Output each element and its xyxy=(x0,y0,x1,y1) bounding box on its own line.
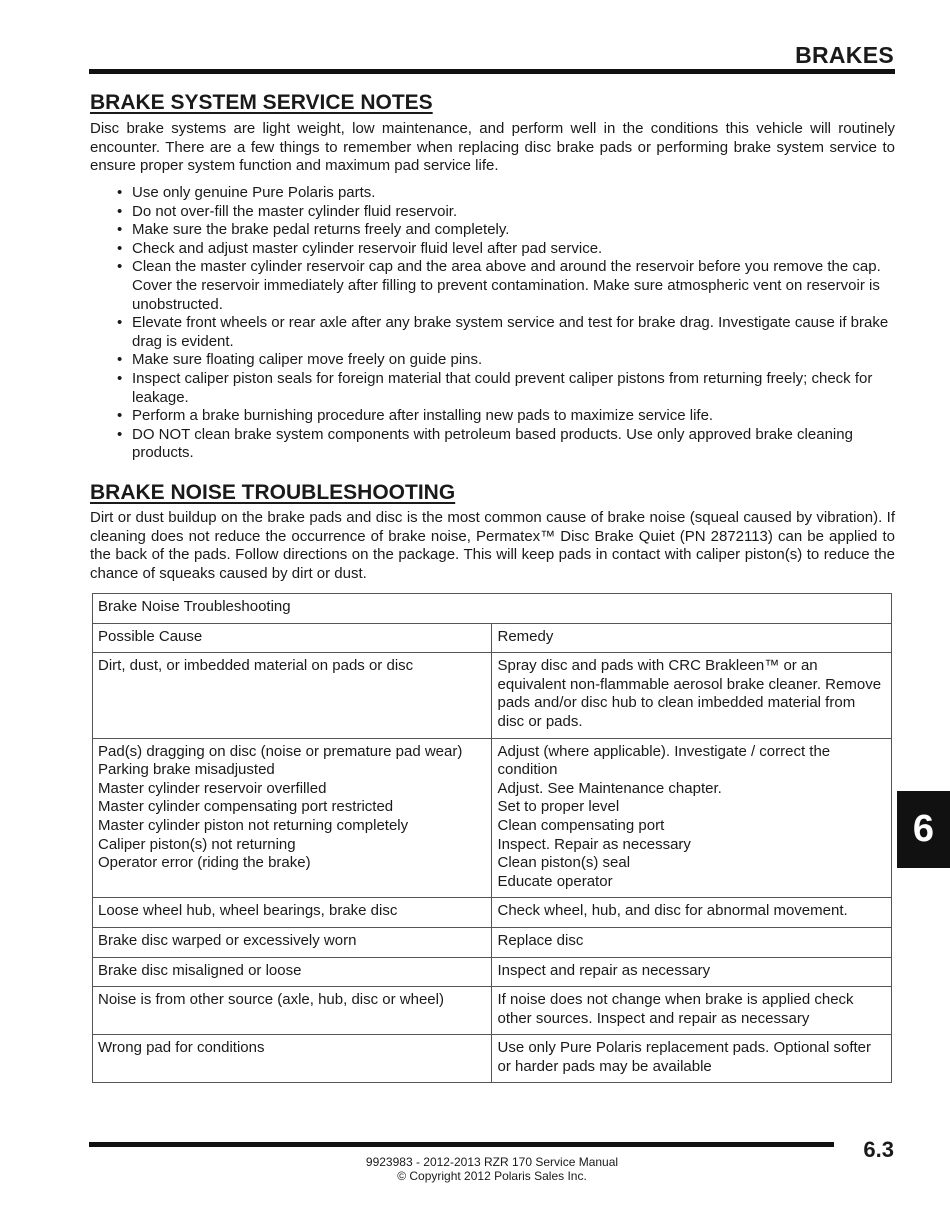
list-item: • Do not over-fill the master cylinder fluid reservoir. xyxy=(117,203,897,222)
table-row xyxy=(93,987,892,1035)
list-item: • Use only genuine Pure Polaris parts. xyxy=(117,184,897,203)
list-item: • Clean the master cylinder reservoir cap and the area above and around the reservoir before you remove the cap. Cover the reservoir immediately after filling to prevent contamination. Make sure atmospheric vent on reservoir is unobstructed. xyxy=(117,258,897,314)
table-row xyxy=(93,927,892,957)
table-row xyxy=(93,738,892,898)
noise-troubleshooting-heading: BRAKE NOISE TROUBLESHOOTING xyxy=(90,481,456,504)
list-item: • Perform a brake burnishing procedure after installing new pads to maximize service life. xyxy=(117,407,897,426)
table-title: Brake Noise Troubleshooting xyxy=(93,594,892,624)
list-item: • Elevate front wheels or rear axle after any brake system service and test for brake drag. Investigate cause if brake drag is evident. xyxy=(117,314,897,351)
service-notes-intro: Disc brake systems are light weight, low maintenance, and perform well in the conditions this vehicle will routinely encounter. There are a few things to remember when replacing disc brake pads or performing brake system service to ensure proper system function and maximum pad service life. xyxy=(90,120,895,175)
column-header-cause: Possible Cause xyxy=(93,623,492,653)
table-row xyxy=(93,957,892,987)
remedy-cell: Inspect and repair as necessary xyxy=(492,957,892,987)
noise-troubleshooting-intro: Dirt or dust buildup on the brake pads and disc is the most common cause of brake noise (squeal caused by vibration). If cleaning does not reduce the occurrence of brake noise, Permatex™ Disc Brake Quiet (PN 2872113) can be applied to the back of the pads. Follow directions on the package. This will keep pads in contact with caliper piston(s) to reduce the chance of squeaks caused by dirt or dust. xyxy=(90,509,895,582)
cause-cell: Pad(s) dragging on disc (noise or premature pad wear) Parking brake misadjusted Master cylinder reservoir overfilled Master cylinder compensating port restricted Master cylinder piston not returning completely Caliper piston(s) not returning Operator error (riding the brake) xyxy=(93,738,492,898)
list-item: • Make sure floating caliper move freely on guide pins. xyxy=(117,351,897,370)
table-title-row xyxy=(93,594,892,624)
list-item: • Make sure the brake pedal returns freely and completely. xyxy=(117,221,897,240)
remedy-cell: Replace disc xyxy=(492,927,892,957)
remedy-cell: Use only Pure Polaris replacement pads. Optional softer or harder pads may be available xyxy=(492,1035,892,1083)
footer-manual-line: 9923983 - 2012-2013 RZR 170 Service Manual xyxy=(365,1155,619,1169)
cause-cell: Wrong pad for conditions xyxy=(93,1035,492,1083)
service-notes-list xyxy=(117,184,897,463)
footer-rule xyxy=(89,1142,834,1147)
column-header-remedy: Remedy xyxy=(492,623,892,653)
page-section-title: BRAKES xyxy=(795,42,894,68)
table-row xyxy=(93,653,892,738)
page-number: 6.3 xyxy=(863,1137,894,1162)
service-notes-heading: BRAKE SYSTEM SERVICE NOTES xyxy=(90,91,433,114)
table-row xyxy=(93,898,892,928)
remedy-cell: Check wheel, hub, and disc for abnormal movement. xyxy=(492,898,892,928)
table-row xyxy=(93,1035,892,1083)
cause-cell: Brake disc misaligned or loose xyxy=(93,957,492,987)
cause-cell: Noise is from other source (axle, hub, disc or wheel) xyxy=(93,987,492,1035)
list-item: • Check and adjust master cylinder reservoir fluid level after pad service. xyxy=(117,240,897,259)
remedy-cell: Adjust (where applicable). Investigate / correct the condition Adjust. See Maintenance chapter. Set to proper level Clean compensating port Inspect. Repair as necessary Clean piston(s) seal Educate operator xyxy=(492,738,892,898)
header-rule xyxy=(89,69,895,74)
table-header-row xyxy=(93,623,892,653)
brake-noise-table xyxy=(92,593,892,1083)
remedy-cell: If noise does not change when brake is applied check other sources. Inspect and repair as necessary xyxy=(492,987,892,1035)
list-item: • Inspect caliper piston seals for foreign material that could prevent caliper pistons from returning freely; check for leakage. xyxy=(117,370,897,407)
cause-cell: Loose wheel hub, wheel bearings, brake disc xyxy=(93,898,492,928)
footer-copyright-line: © Copyright 2012 Polaris Sales Inc. xyxy=(397,1169,587,1183)
cause-cell: Brake disc warped or excessively worn xyxy=(93,927,492,957)
list-item: • DO NOT clean brake system components with petroleum based products. Use only approved brake cleaning products. xyxy=(117,426,897,463)
chapter-tab: 6 xyxy=(897,791,950,868)
remedy-cell: Spray disc and pads with CRC Brakleen™ or an equivalent non-flammable aerosol brake cleaner. Remove pads and/or disc hub to clean imbedded material from disc or pads. xyxy=(492,653,892,738)
cause-cell: Dirt, dust, or imbedded material on pads or disc xyxy=(93,653,492,738)
